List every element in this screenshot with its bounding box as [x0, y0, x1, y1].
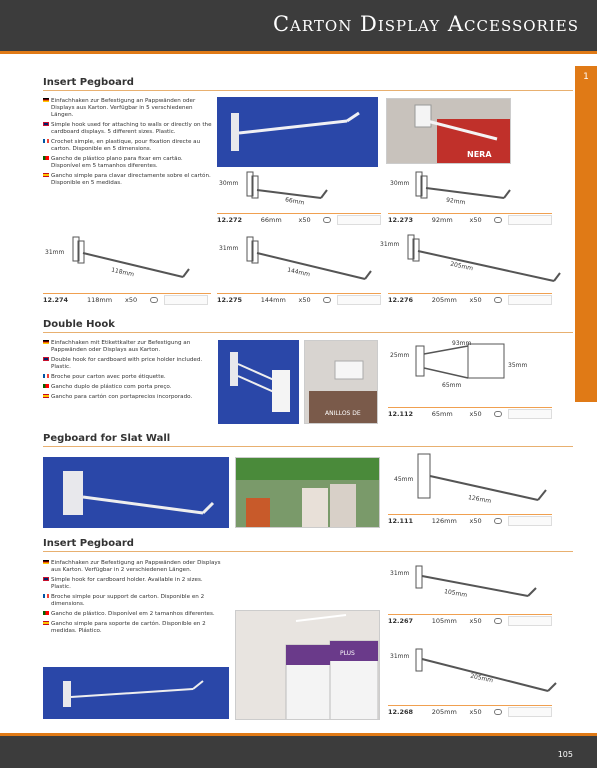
- dim-height: 31mm: [390, 570, 410, 577]
- desc-en: Simple hook used for attaching to walls or directly on the cardboard displays. 5 different sizes. Plastic.: [43, 122, 213, 136]
- page-number: 105: [557, 750, 573, 759]
- flag-es-icon: [43, 621, 49, 625]
- hook-diagram-12-276: [378, 233, 568, 291]
- dim-height: 30mm: [390, 180, 410, 187]
- price-box: [508, 707, 552, 717]
- desc-pt: Gancho de plástico. Disponível em 2 tamanhos diferentes.: [43, 611, 223, 618]
- section-description: [43, 340, 213, 404]
- dim-length: 144mm: [286, 266, 311, 279]
- dim-height: 31mm: [390, 653, 410, 660]
- product-code: 12.268: [388, 707, 414, 716]
- product-qty: x50: [469, 616, 482, 625]
- dim-length: 205mm: [449, 260, 474, 273]
- product-row-12-276: [388, 293, 552, 305]
- hook-diagram-12-274: [43, 233, 208, 291]
- product-row-12-268: [388, 705, 552, 717]
- dim-height: 45mm: [394, 476, 414, 483]
- product-row-12-275: [217, 293, 381, 305]
- product-photo-insert-hook-in-use: [235, 610, 380, 720]
- dim-length: 105mm: [443, 588, 468, 599]
- product-size: 92mm: [431, 215, 453, 224]
- product-qty: x50: [125, 295, 138, 304]
- dim-height: 25mm: [390, 352, 410, 359]
- desc-fr: Crochet simple, en plastique, pour fixation directe au carton. Disponible en 5 dimensions.: [43, 139, 213, 153]
- product-photo-insert-hook-blue: [43, 667, 229, 719]
- flag-de-icon: [43, 560, 49, 564]
- product-code: 12.274: [43, 295, 69, 304]
- product-photo-slat-wall-in-use: [235, 457, 380, 528]
- section-rule: [43, 90, 573, 91]
- desc-fr: Broche pour carton avec porte étiquette.: [43, 374, 213, 381]
- desc-es: Gancho simple para clavar directamente sobre el cartón. Disponible en 5 medidas.: [43, 173, 213, 187]
- dim-length: 92mm: [445, 196, 466, 207]
- product-row-12-111: [388, 514, 552, 526]
- product-qty: x50: [469, 409, 482, 418]
- footer-bar: [0, 733, 597, 768]
- package-icon: [150, 297, 158, 303]
- product-row-12-267: [388, 614, 552, 626]
- desc-de: Einfachhaken mit Etikettkalter zur Befestigung an Pappwänden oder Displays aus Karton.: [43, 340, 213, 354]
- dim-height: 31mm: [45, 249, 65, 256]
- product-row-12-273: [388, 213, 552, 225]
- price-box: [337, 215, 381, 225]
- product-size: 105mm: [431, 616, 457, 625]
- slat-hook-diagram-12-111: [388, 450, 568, 512]
- package-icon: [323, 217, 331, 223]
- header-bar: [0, 0, 597, 54]
- flag-de-icon: [43, 98, 49, 102]
- product-photo-hook-cardboard: [386, 98, 511, 164]
- section-title-insert-pegboard: Insert Pegboard: [43, 77, 134, 88]
- section-title-insert-pegboard-2: Insert Pegboard: [43, 538, 134, 549]
- flag-pt-icon: [43, 156, 49, 160]
- desc-fr: Broche simple pour support de carton. Disponible en 2 dimensions.: [43, 594, 223, 608]
- desc-en: Double hook for cardboard with price holder included. Plastic.: [43, 357, 213, 371]
- dim-height: 30mm: [219, 180, 239, 187]
- product-photo-double-hook-blue: [218, 340, 299, 424]
- price-box: [164, 295, 208, 305]
- dim-length: 118mm: [110, 266, 135, 279]
- product-row-12-274: [43, 293, 211, 305]
- product-size: 205mm: [431, 707, 457, 716]
- product-code: 12.275: [217, 295, 243, 304]
- flag-pt-icon: [43, 611, 49, 615]
- flag-es-icon: [43, 173, 49, 177]
- product-code: 12.276: [388, 295, 414, 304]
- product-qty: x50: [469, 295, 482, 304]
- section-title-slat-wall: Pegboard for Slat Wall: [43, 433, 171, 444]
- section-rule: [43, 332, 573, 333]
- price-box: [508, 295, 552, 305]
- page-title: Carton Display Accessories: [272, 12, 579, 36]
- product-size: 65mm: [431, 409, 453, 418]
- price-box: [337, 295, 381, 305]
- product-code: 12.112: [388, 409, 414, 418]
- desc-en: Simple hook for cardboard holder. Available in 2 sizes. Plastic.: [43, 577, 223, 591]
- flag-es-icon: [43, 394, 49, 398]
- product-code: 12.272: [217, 215, 243, 224]
- hook-diagram-12-273: [388, 168, 568, 212]
- hook-diagram-12-268: [388, 645, 568, 703]
- section-description: [43, 98, 213, 190]
- product-qty: x50: [298, 295, 311, 304]
- product-qty: x50: [469, 215, 482, 224]
- product-size: 66mm: [260, 215, 282, 224]
- dim-height: 31mm: [380, 241, 400, 248]
- desc-es: Gancho para cartón con portaprecios incorporado.: [43, 394, 213, 401]
- desc-de: Einfachhaken zur Befestigung an Pappwänden oder Displays aus Karton. Verfügbar in 5 verschiedenen Längen.: [43, 98, 213, 119]
- price-box: [508, 516, 552, 526]
- product-size: 118mm: [87, 295, 113, 304]
- desc-de: Einfachhaken zur Befestigung an Pappwänden oder Displays aus Karton. Verfügbar in 2 verschiedenen Längen.: [43, 560, 223, 574]
- price-box: [508, 409, 552, 419]
- dim-height: 31mm: [219, 245, 239, 252]
- photo-text-plus: PLUS: [340, 650, 355, 657]
- section-rule: [43, 551, 573, 552]
- product-photo-hook-blue: [217, 97, 378, 167]
- product-code: 12.273: [388, 215, 414, 224]
- product-code: 12.267: [388, 616, 414, 625]
- dim-depth: 35mm: [508, 362, 528, 369]
- hook-diagram-12-267: [388, 560, 568, 610]
- product-size: 144mm: [260, 295, 286, 304]
- flag-fr-icon: [43, 374, 49, 378]
- double-hook-diagram-12-112: [388, 340, 568, 406]
- package-icon: [494, 411, 502, 417]
- photo-text-anillos: ANILLOS DE: [325, 410, 361, 417]
- desc-pt: Gancho de plástico plano para fixar em cartão. Disponível em 5 tamanhos diferentes.: [43, 156, 213, 170]
- package-icon: [494, 518, 502, 524]
- product-code: 12.111: [388, 516, 414, 525]
- product-photo-slat-hook-blue: [43, 457, 229, 528]
- flag-uk-icon: [43, 577, 49, 581]
- desc-es: Gancho simple para soporte de cartón. Disponible en 2 medidas. Plástico.: [43, 621, 223, 635]
- dim-width: 93mm: [452, 340, 472, 347]
- flag-de-icon: [43, 340, 49, 344]
- flag-uk-icon: [43, 357, 49, 361]
- product-photo-double-hook-in-use: [304, 340, 378, 424]
- product-size: 126mm: [431, 516, 457, 525]
- package-icon: [494, 217, 502, 223]
- chapter-tab: [575, 66, 597, 402]
- package-icon: [494, 709, 502, 715]
- dim-length: 126mm: [467, 494, 492, 505]
- flag-pt-icon: [43, 384, 49, 388]
- flag-fr-icon: [43, 139, 49, 143]
- section-description: [43, 560, 223, 638]
- price-box: [508, 215, 552, 225]
- package-icon: [494, 618, 502, 624]
- product-qty: x50: [298, 215, 311, 224]
- dim-length: 65mm: [442, 382, 462, 389]
- hook-diagram-12-275: [217, 233, 382, 291]
- package-icon: [494, 297, 502, 303]
- flag-fr-icon: [43, 594, 49, 598]
- hook-diagram-12-272: [217, 168, 377, 212]
- dim-length: 205mm: [469, 672, 494, 685]
- section-rule: [43, 446, 573, 447]
- product-row-12-112: [388, 407, 552, 419]
- section-title-double-hook: Double Hook: [43, 319, 115, 330]
- product-size: 205mm: [431, 295, 457, 304]
- chapter-number: 1: [583, 72, 589, 82]
- price-box: [508, 616, 552, 626]
- flag-uk-icon: [43, 122, 49, 126]
- product-qty: x50: [469, 516, 482, 525]
- product-qty: x50: [469, 707, 482, 716]
- product-row-12-272: [217, 213, 381, 225]
- photo-text-nera: NERA: [467, 150, 492, 159]
- dim-length: 66mm: [284, 196, 305, 207]
- package-icon: [323, 297, 331, 303]
- desc-pt: Gancho duplo de plástico com porta preço.: [43, 384, 213, 391]
